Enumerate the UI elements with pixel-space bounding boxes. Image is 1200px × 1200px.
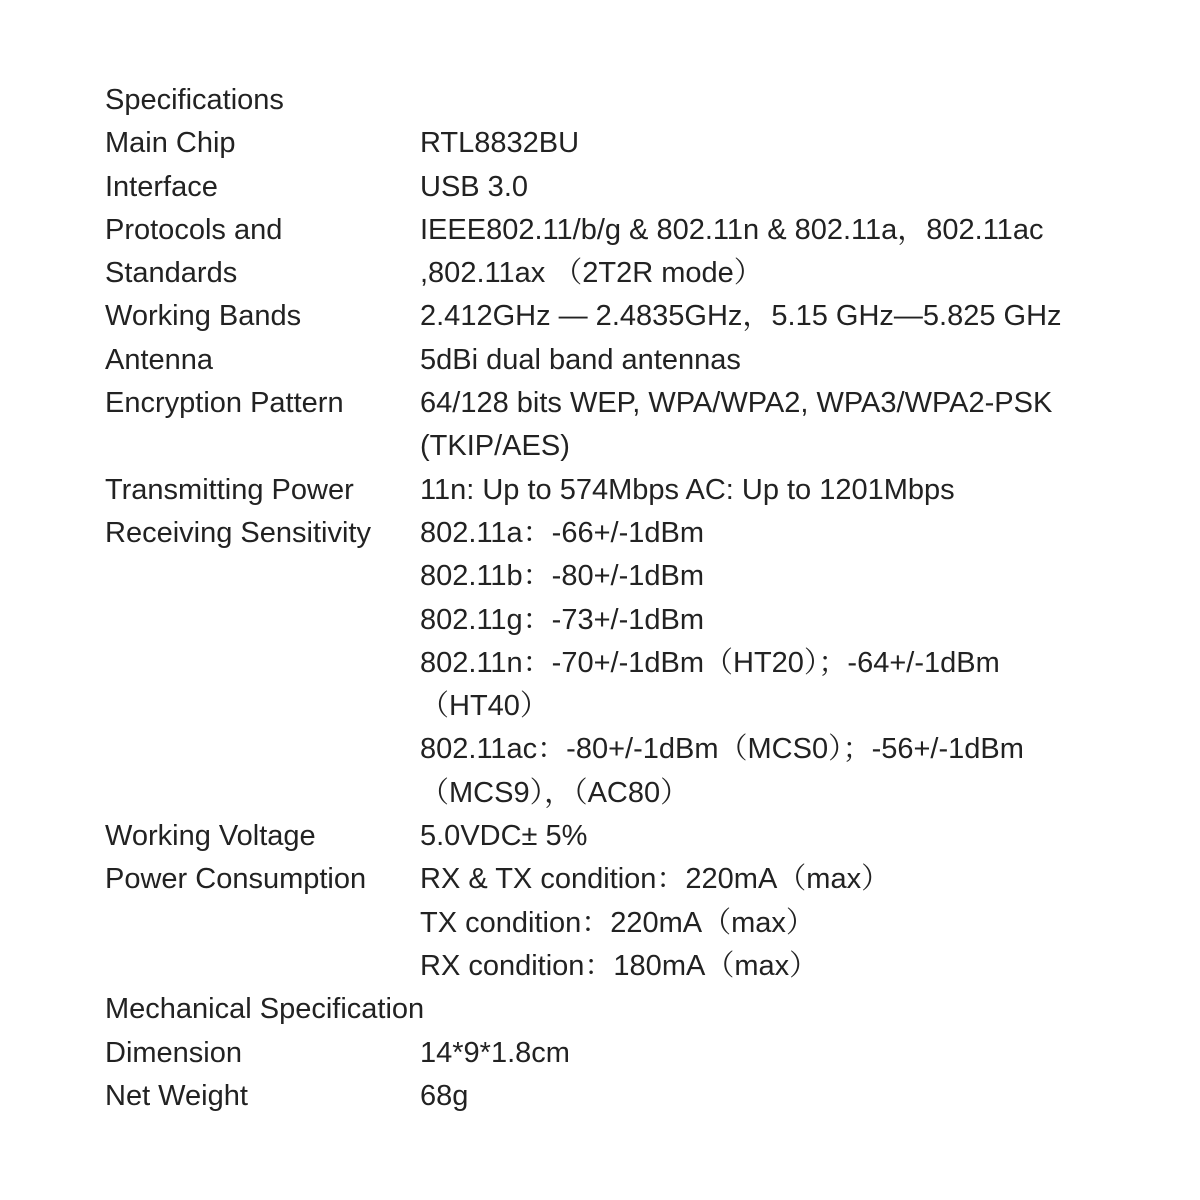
spec-value: （HT40） [420, 690, 549, 723]
spec-value: 68g [420, 1079, 469, 1112]
spec-row [105, 1075, 1165, 1118]
spec-row [105, 642, 1165, 685]
spec-row [105, 858, 1165, 901]
spec-value: 64/128 bits WEP, WPA/WPA2, WPA3/WPA2-PSK [420, 387, 1053, 420]
spec-value: RX condition：180mA（max） [420, 949, 819, 982]
spec-label [105, 728, 420, 771]
section-title: Specifications [105, 84, 284, 116]
spec-label: Working Bands [105, 300, 302, 333]
spec-value: 802.11n：-70+/-1dBm（HT20）；-64+/-1dBm [420, 646, 1000, 679]
spec-value: 11n: Up to 574Mbps AC: Up to 1201Mbps [420, 473, 955, 506]
section-title-mechanical [105, 988, 1165, 1031]
spec-value: 5dBi dual band antennas [420, 343, 741, 376]
spec-row [105, 599, 1165, 642]
spec-row [105, 339, 1165, 382]
spec-value: 802.11g：-73+/-1dBm [420, 603, 704, 636]
spec-row [105, 728, 1165, 771]
spec-label: Working Voltage [105, 820, 316, 853]
spec-row [105, 209, 1165, 252]
spec-value: (TKIP/AES) [420, 430, 570, 463]
spec-label [105, 599, 420, 642]
spec-row [105, 945, 1165, 988]
spec-row [105, 295, 1165, 338]
spec-row [105, 815, 1165, 858]
spec-row [105, 252, 1165, 295]
spec-value: RX & TX condition：220mA（max） [420, 863, 891, 896]
spec-row [105, 685, 1165, 728]
spec-label: Power Consumption [105, 863, 367, 896]
spec-value: 802.11b：-80+/-1dBm [420, 560, 704, 593]
spec-label: Interface [105, 170, 218, 203]
spec-value: 802.11ac：-80+/-1dBm（MCS0）；-56+/-1dBm [420, 733, 1024, 766]
spec-sheet [105, 79, 1165, 1118]
spec-label [105, 425, 420, 468]
spec-label: Dimension [105, 1036, 242, 1069]
spec-value: 5.0VDC± 5% [420, 820, 588, 853]
spec-label [105, 642, 420, 685]
section-title: Mechanical Specification [105, 993, 425, 1026]
spec-label: Encryption Pattern [105, 387, 344, 420]
spec-label [105, 555, 420, 598]
spec-label: Standards [105, 257, 238, 290]
spec-row [105, 166, 1165, 209]
spec-label [105, 945, 420, 988]
spec-value: 802.11a：-66+/-1dBm [420, 516, 704, 549]
spec-row [105, 122, 1165, 165]
mechanical-list [105, 1032, 1165, 1119]
spec-label [105, 902, 420, 945]
spec-value: （MCS9），（AC80） [420, 776, 690, 809]
spec-row [105, 469, 1165, 512]
spec-row [105, 555, 1165, 598]
spec-label: Receiving Sensitivity [105, 516, 371, 549]
spec-value: ,802.11ax （2T2R mode） [420, 257, 763, 290]
spec-label: Antenna [105, 343, 214, 376]
spec-row [105, 425, 1165, 468]
spec-row [105, 902, 1165, 945]
section-title-specifications [105, 79, 1165, 122]
spec-label: Net Weight [105, 1079, 248, 1112]
spec-list [105, 122, 1165, 988]
spec-row [105, 1032, 1165, 1075]
spec-label [105, 772, 420, 815]
spec-value: RTL8832BU [420, 127, 580, 160]
spec-value: USB 3.0 [420, 170, 528, 203]
spec-row [105, 382, 1165, 425]
spec-row [105, 512, 1165, 555]
spec-value: 2.412GHz — 2.4835GHz，5.15 GHz—5.825 GHz [420, 300, 1062, 333]
spec-value: TX condition：220mA（max） [420, 906, 815, 939]
spec-label: Protocols and [105, 213, 283, 246]
spec-value: 14*9*1.8cm [420, 1036, 570, 1069]
spec-label: Transmitting Power [105, 473, 354, 506]
spec-label [105, 685, 420, 728]
spec-label: Main Chip [105, 127, 236, 160]
spec-row [105, 772, 1165, 815]
spec-value: IEEE802.11/b/g & 802.11n & 802.11a，802.11ac [420, 213, 1044, 246]
